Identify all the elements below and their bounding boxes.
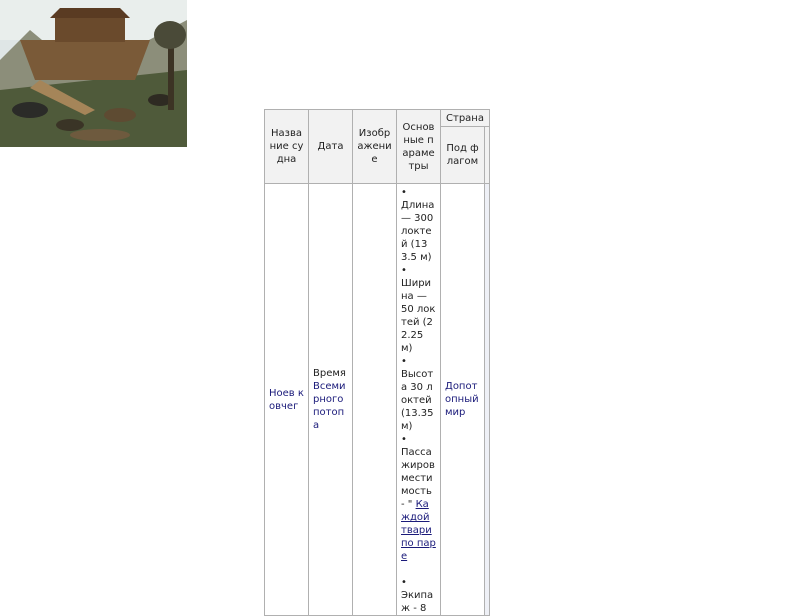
param-text: Экипаж - 8 [401, 590, 434, 614]
header-country: Страна [441, 110, 490, 127]
flag-link[interactable]: Допотопный мир [445, 381, 479, 418]
param-crew [401, 576, 436, 615]
param-capacity [401, 433, 436, 563]
param-text: Пассажировместимость - " [401, 447, 435, 510]
bullet-icon: • [401, 265, 407, 276]
param-length [401, 186, 436, 264]
param-text: Высота 30 локтей (13.35 м) [401, 369, 434, 432]
ship-name-link[interactable]: Ноев ковчег [269, 387, 304, 412]
header-strip [485, 127, 490, 184]
header-flag: Под флагом [441, 127, 485, 184]
ship-table [264, 109, 490, 616]
header-name: Название судна [265, 110, 309, 184]
date-prefix: Время [313, 368, 346, 379]
param-height [401, 355, 436, 433]
param-text: Ширина — 50 локтей (22.25 м) [401, 278, 436, 354]
cell-params [397, 184, 441, 616]
pairs-link[interactable]: Каждой твари по паре [401, 499, 436, 562]
cell-flag[interactable] [441, 184, 485, 616]
cell-image [353, 184, 397, 616]
param-text: Длина — 300 локтей (133.5 м) [401, 200, 435, 263]
bullet-icon: • [401, 187, 407, 198]
bullet-icon: • [401, 577, 407, 588]
bullet-icon: • [401, 434, 407, 445]
cell-date [309, 184, 353, 616]
row-strip [485, 184, 490, 616]
bullet-icon: • [401, 356, 407, 367]
noahs-ark-painting [0, 0, 187, 147]
flood-link[interactable]: Всемирного потопа [313, 381, 346, 431]
param-width [401, 264, 436, 355]
param-gap [401, 563, 436, 576]
cell-ship-name[interactable] [265, 184, 309, 616]
noahs-ark-painting-icon [0, 0, 187, 147]
header-image: Изображение [353, 110, 397, 184]
header-params: Основные параметры [397, 110, 441, 184]
header-date: Дата [309, 110, 353, 184]
